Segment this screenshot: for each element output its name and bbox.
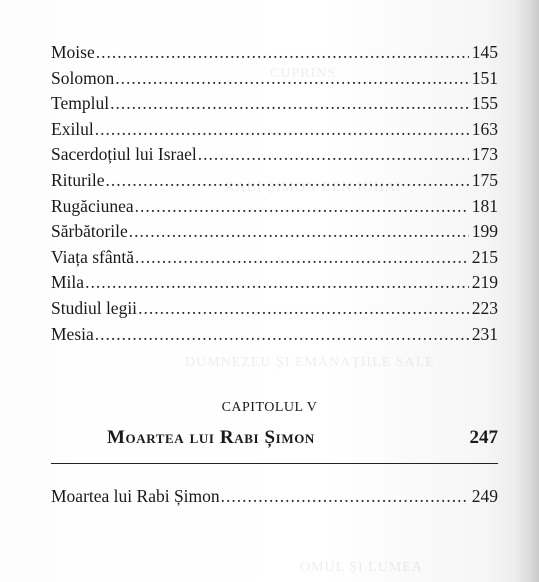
toc-section	[51, 484, 498, 510]
toc-entry-title: Mila	[51, 272, 85, 293]
toc-entry[interactable]	[51, 322, 498, 348]
toc-entry-page: 163	[471, 118, 498, 139]
toc-entry[interactable]	[51, 66, 498, 92]
toc-entry-title: Viața sfântă	[51, 246, 135, 267]
bleed-through-text: CUPRINS	[270, 66, 337, 81]
toc-entry-page: 231	[471, 323, 498, 344]
toc-leader-dots	[129, 219, 469, 245]
toc-entry-page: 151	[471, 67, 498, 88]
toc-leader-dots	[198, 142, 469, 168]
toc-entry-page: 199	[471, 221, 498, 242]
chapter-divider	[51, 463, 498, 464]
toc-entry-page: 219	[471, 272, 498, 293]
toc-entry-title: Rugăciunea	[51, 195, 134, 216]
chapter-label: CAPITOLUL V	[221, 400, 318, 415]
toc-entry[interactable]	[51, 219, 498, 245]
toc-leader-dots	[85, 270, 469, 296]
toc-entry[interactable]	[51, 270, 498, 296]
table-of-contents	[51, 40, 498, 347]
toc-entry[interactable]	[51, 484, 498, 510]
toc-entry-page: 215	[471, 246, 498, 267]
toc-entry[interactable]	[51, 117, 498, 143]
toc-entry-title: Studiul legii	[51, 297, 138, 318]
toc-entry-title: Riturile	[51, 169, 105, 190]
toc-leader-dots	[135, 194, 469, 220]
toc-entry-page: 175	[471, 169, 498, 190]
toc-entry-page: 223	[471, 297, 498, 318]
toc-entry-title: Sărbătorile	[51, 221, 128, 242]
toc-leader-dots	[96, 40, 469, 66]
bleed-through-text: DUMNEZEU ȘI EMANAȚIILE SALE	[185, 355, 435, 370]
toc-leader-dots	[221, 484, 469, 510]
toc-entry[interactable]	[51, 245, 498, 271]
bleed-through-text: RABI ȘIMON BEN IOHAI	[225, 180, 402, 195]
chapter-page: 247	[469, 427, 498, 448]
toc-entry-page: 181	[471, 195, 498, 216]
toc-entry-page: 173	[471, 144, 498, 165]
toc-entry-page: 155	[471, 93, 498, 114]
toc-leader-dots	[95, 322, 469, 348]
toc-entry-title: Mesia	[51, 323, 94, 344]
toc-leader-dots	[115, 66, 469, 92]
toc-entry[interactable]	[51, 91, 498, 117]
toc-entry[interactable]	[51, 296, 498, 322]
toc-entry[interactable]	[51, 168, 498, 194]
toc-entry-page: 249	[471, 486, 498, 506]
toc-leader-dots	[138, 296, 469, 322]
chapter-title: Moartea lui Rabi Șimon	[107, 427, 315, 448]
bleed-through-text: OMUL ȘI LUMEA	[300, 560, 423, 575]
toc-entry-title: Exilul	[51, 118, 94, 139]
toc-entry[interactable]	[51, 194, 498, 220]
toc-entry-title: Moise	[51, 42, 95, 62]
toc-leader-dots	[105, 168, 468, 194]
toc-entry-page: 145	[471, 42, 498, 62]
toc-entry[interactable]	[51, 40, 498, 66]
toc-leader-dots	[95, 117, 469, 143]
page-spine-shadow	[515, 0, 539, 582]
toc-leader-dots	[135, 245, 469, 271]
toc-entry-title: Moartea lui Rabi Șimon	[51, 486, 220, 506]
toc-entry-title: Solomon	[51, 67, 115, 88]
toc-entry-title: Sacerdoțiul lui Israel	[51, 144, 197, 165]
toc-entry-title: Templul	[51, 93, 110, 114]
toc-entry[interactable]	[51, 142, 498, 168]
chapter-heading[interactable]	[107, 427, 498, 449]
toc-leader-dots	[110, 91, 469, 117]
